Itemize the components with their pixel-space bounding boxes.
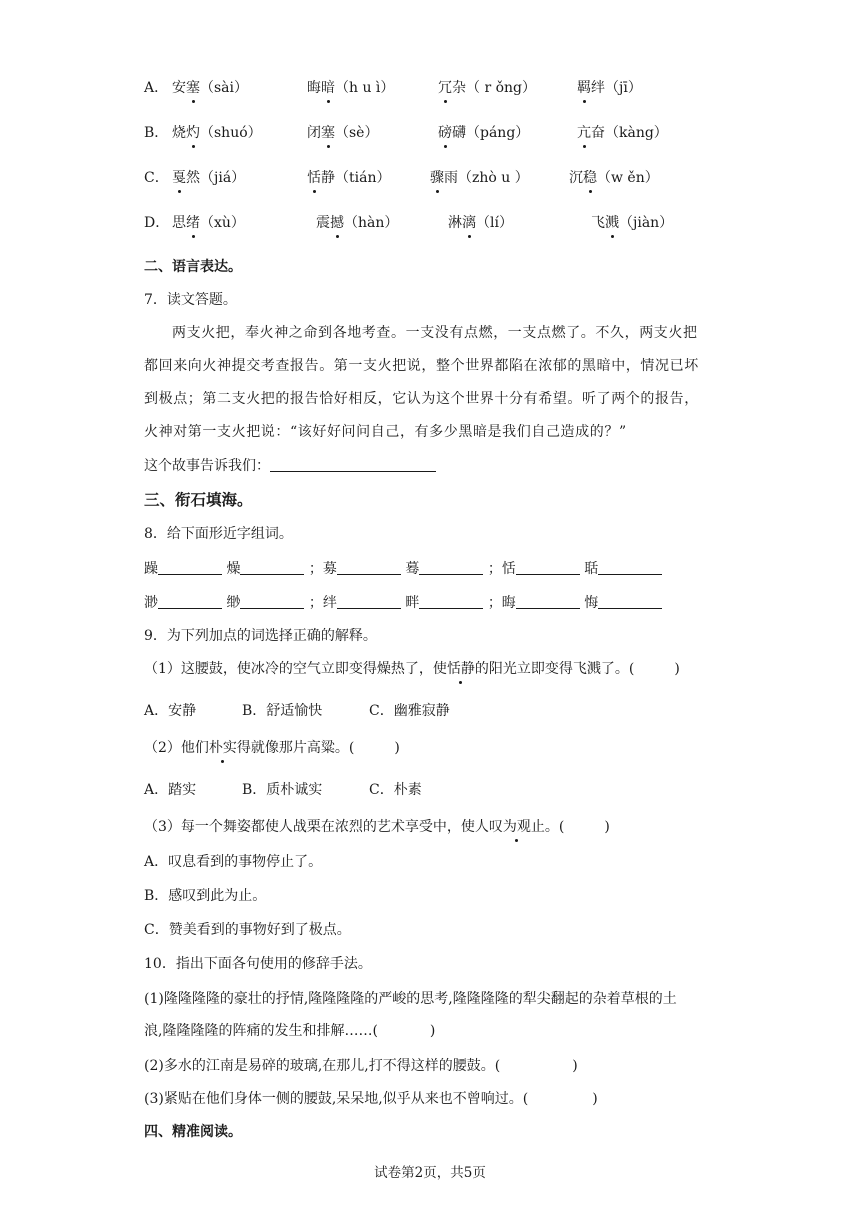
answer-blank[interactable]	[240, 560, 304, 575]
question-title: 7．读文答题。	[144, 292, 237, 308]
choice-option: A．叹息看到的事物停止了。	[144, 854, 323, 870]
option-item: 戛然（jiá）	[172, 167, 245, 187]
answer-blank[interactable]	[158, 594, 222, 609]
section-heading: 二、语言表达。	[144, 259, 242, 275]
sub-question: （1）这腰鼓，使冰冷的空气立即变得燥热了，使恬静的阳光立即变得飞溅了。( )	[144, 658, 680, 678]
option-item: 闭塞（sè）	[307, 122, 378, 142]
answer-blank[interactable]	[158, 560, 222, 575]
choice-option: A．踏实	[144, 782, 197, 798]
choice-option: C．朴素	[369, 782, 422, 798]
option-item: 羁绊（jī）	[577, 77, 642, 97]
answer-blank[interactable]	[337, 594, 401, 609]
story-line: 两支火把，奉火神之命到各地考查。一支没有点燃，一支点燃了。不久，两支火把	[172, 325, 698, 341]
option-letter: A．	[144, 80, 169, 96]
answer-blank[interactable]	[337, 560, 401, 575]
section-heading: 三、衔石填海。	[144, 491, 253, 509]
option-item: 淋漓（lí）	[448, 212, 513, 232]
sub-question: 浪,隆隆隆隆的阵痛的发生和排解……( )	[144, 1023, 436, 1039]
option-item: 烧灼（shuó）	[172, 122, 262, 142]
answer-blank[interactable]	[270, 457, 436, 472]
choice-option: C．赞美看到的事物好到了极点。	[144, 922, 351, 938]
question-title: 8．给下面形近字组词。	[144, 526, 293, 542]
question-title: 10．指出下面各句使用的修辞手法。	[144, 956, 372, 972]
sub-question: (1)隆隆隆隆的豪壮的抒情,隆隆隆隆的严峻的思考,隆隆隆隆的犁尖翻起的杂着草根的土	[144, 991, 677, 1007]
answer-blank[interactable]	[516, 594, 580, 609]
option-item: 震撼（hàn）	[316, 212, 398, 232]
sub-question: (3)紧贴在他们身体一侧的腰鼓,呆呆地,似乎从来也不曾响过。( )	[144, 1091, 598, 1107]
option-item: 磅礴（páng）	[438, 122, 529, 142]
word-row: 渺 缈 ；绊 畔 ；晦 悔	[144, 592, 662, 612]
answer-blank[interactable]	[598, 560, 662, 575]
option-item: 骤雨（zhò u ）	[430, 167, 529, 187]
option-letter: B．	[144, 125, 169, 141]
choice-option: B．感叹到此为止。	[144, 888, 267, 904]
option-item: 安塞（sài）	[172, 77, 248, 97]
option-item: 沉稳（w ěn）	[569, 167, 659, 187]
answer-line: 这个故事告诉我们：	[144, 455, 436, 475]
answer-blank[interactable]	[516, 560, 580, 575]
answer-blank[interactable]	[598, 594, 662, 609]
word-row: 躁 燥 ；募 蓦 ；恬 聒	[144, 558, 662, 578]
answer-blank[interactable]	[419, 594, 483, 609]
question-title: 9．为下列加点的词选择正确的解释。	[144, 628, 377, 644]
story-line: 到极点；第二支火把的报告恰好相反，它认为这个世界十分有希望。听了两个的报告，	[144, 391, 699, 407]
section-heading: 四、精准阅读。	[144, 1124, 242, 1140]
answer-blank[interactable]	[419, 560, 483, 575]
page-footer: 试卷第2页，共5页	[374, 1165, 486, 1181]
option-item: 晦暗（h u ì）	[307, 77, 394, 97]
option-letter: D．	[144, 215, 170, 231]
sub-question: （3）每一个舞姿都使人战栗在浓烈的艺术享受中，使人叹为观止。( )	[144, 816, 610, 836]
option-item: 冗杂（ r ǒng）	[438, 77, 536, 97]
option-item: 飞溅（jiàn）	[591, 212, 673, 232]
story-line: 都回来向火神提交考查报告。第一支火把说，整个世界都陷在浓郁的黑暗中，情况已坏	[144, 358, 699, 374]
option-item: 恬静（tián）	[307, 167, 390, 187]
option-item: 思绪（xù）	[172, 212, 245, 232]
answer-blank[interactable]	[240, 594, 304, 609]
story-line: 火神对第一支火把说：“该好好问问自己，有多少黑暗是我们自己造成的？”	[144, 424, 627, 440]
choice-option: C．幽雅寂静	[369, 703, 450, 719]
choice-option: B．质朴诚实	[242, 782, 323, 798]
sub-question: （2）他们朴实得就像那片高粱。( )	[144, 737, 400, 757]
option-item: 亢奋（kàng）	[577, 122, 668, 142]
choice-option: B．舒适愉快	[242, 703, 323, 719]
option-letter: C．	[144, 170, 169, 186]
sub-question: (2)多水的江南是易碎的玻璃,在那儿,打不得这样的腰鼓。( )	[144, 1058, 578, 1074]
choice-option: A．安静	[144, 703, 197, 719]
